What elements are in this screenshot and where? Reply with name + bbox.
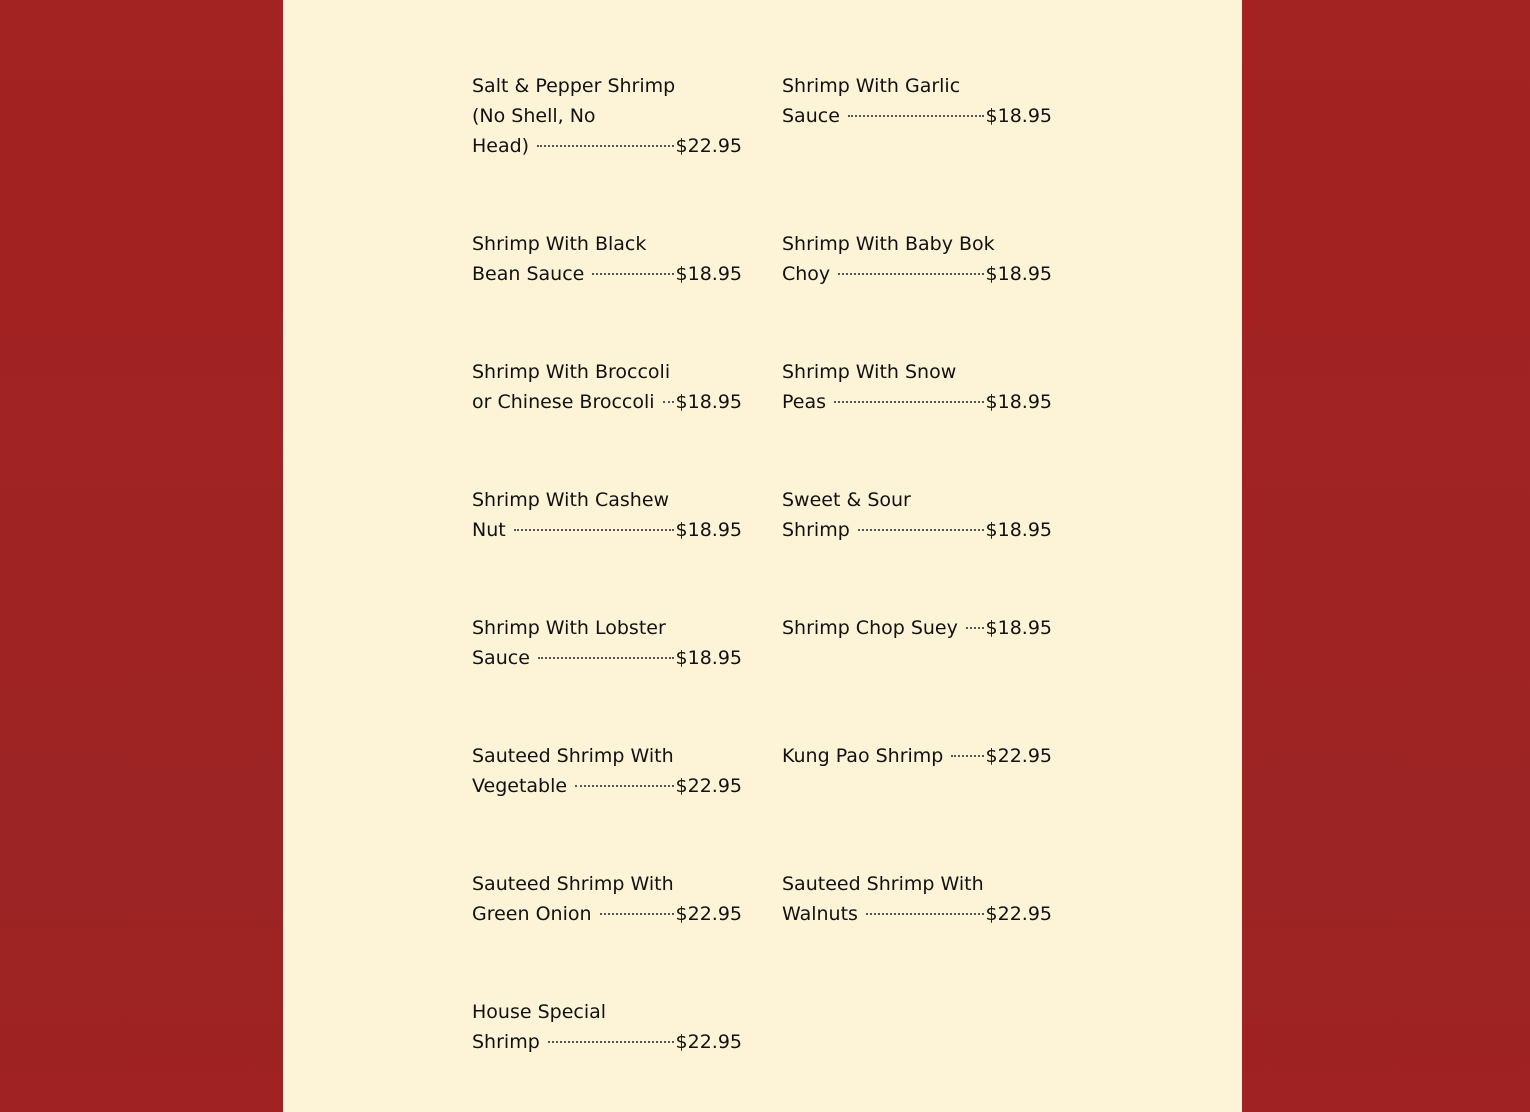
menu-item-sauteed-shrimp-walnuts xyxy=(782,869,1052,929)
dot-leader xyxy=(858,529,984,531)
menu-item-name-line: (No Shell, No xyxy=(472,105,596,127)
menu-item-name-line: Peas xyxy=(782,391,827,413)
menu-item-price: $18.95 xyxy=(985,391,1052,413)
menu-item-name-line: Shrimp With Broccoli xyxy=(472,361,671,383)
dot-leader xyxy=(848,115,984,117)
menu-item-price: $18.95 xyxy=(675,519,742,541)
menu-item-sauteed-shrimp-green-onion xyxy=(472,869,742,929)
menu-item-price: $18.95 xyxy=(985,105,1052,127)
menu-item-sweet-sour-shrimp xyxy=(782,485,1052,545)
menu-item-kung-pao-shrimp xyxy=(782,741,1052,771)
menu-item-name-line: Shrimp With Black xyxy=(472,233,647,255)
menu-item-name-line: Shrimp With Snow xyxy=(782,361,957,383)
menu-item-price: $18.95 xyxy=(985,617,1052,639)
menu-item-name-line: Green Onion xyxy=(472,903,592,925)
menu-item-price: $18.95 xyxy=(675,391,742,413)
dot-leader xyxy=(600,913,674,915)
menu-item-name-line: Sauce xyxy=(782,105,840,127)
menu-item-price: $18.95 xyxy=(985,519,1052,541)
menu-item-name-line: Vegetable xyxy=(472,775,568,797)
menu-item-name-line: Sauteed Shrimp With xyxy=(472,873,674,895)
dot-leader xyxy=(663,401,674,403)
menu-item-price: $22.95 xyxy=(675,1031,742,1053)
menu-item-price: $22.95 xyxy=(985,903,1052,925)
menu-item-house-special-shrimp xyxy=(472,997,742,1057)
menu-item-price: $18.95 xyxy=(675,647,742,669)
dot-leader xyxy=(538,657,674,659)
menu-item-name-line: Walnuts xyxy=(782,903,858,925)
menu-item-name-line: Sauce xyxy=(472,647,530,669)
menu-item-name-line: Salt & Pepper Shrimp xyxy=(472,75,676,97)
menu-item-name-line: Shrimp Chop Suey xyxy=(782,617,958,639)
menu-item-shrimp-baby-bok-choy xyxy=(782,229,1052,289)
dot-leader xyxy=(951,755,983,757)
menu-item-name-line: Shrimp xyxy=(782,519,850,541)
dot-leader xyxy=(514,529,674,531)
menu-item-name-line: or Chinese Broccoli xyxy=(472,391,655,413)
menu-item-salt-pepper-shrimp xyxy=(472,71,742,161)
menu-item-price: $22.95 xyxy=(985,745,1052,767)
menu-item-shrimp-cashew-nut xyxy=(472,485,742,545)
menu-item-sauteed-shrimp-vegetable xyxy=(472,741,742,801)
menu-item-price: $18.95 xyxy=(675,263,742,285)
dot-leader xyxy=(548,1041,674,1043)
menu-item-shrimp-chop-suey xyxy=(782,613,1052,643)
dot-leader xyxy=(537,145,673,147)
dot-leader xyxy=(866,913,984,915)
menu-item-name-line: Shrimp With Garlic xyxy=(782,75,961,97)
menu-item-name-line: Sauteed Shrimp With xyxy=(472,745,674,767)
menu-item-shrimp-garlic-sauce xyxy=(782,71,1052,131)
menu-item-name-line: Sauteed Shrimp With xyxy=(782,873,984,895)
menu-item-name-line: Sweet & Sour xyxy=(782,489,911,511)
menu-item-price: $22.95 xyxy=(675,775,742,797)
menu-item-price: $18.95 xyxy=(985,263,1052,285)
menu-item-name-line: Head) xyxy=(472,135,530,157)
menu-item-shrimp-lobster-sauce xyxy=(472,613,742,673)
background-right xyxy=(1242,0,1530,1112)
menu-item-name-line: Shrimp With Baby Bok xyxy=(782,233,995,255)
dot-leader xyxy=(838,273,983,275)
dot-leader xyxy=(834,401,984,403)
menu-item-name-line: Shrimp xyxy=(472,1031,540,1053)
menu-item-price: $22.95 xyxy=(675,903,742,925)
menu-item-shrimp-broccoli xyxy=(472,357,742,417)
menu-item-name-line: Choy xyxy=(782,263,831,285)
dot-leader xyxy=(575,785,673,787)
dot-leader xyxy=(966,627,984,629)
dot-leader xyxy=(592,273,673,275)
background-left xyxy=(0,0,283,1112)
menu-item-name-line: Shrimp With Lobster xyxy=(472,617,666,639)
menu-item-name-line: Kung Pao Shrimp xyxy=(782,745,944,767)
menu-item-name-line: Shrimp With Cashew xyxy=(472,489,670,511)
menu-item-shrimp-snow-peas xyxy=(782,357,1052,417)
menu-item-shrimp-black-bean xyxy=(472,229,742,289)
menu-item-price: $22.95 xyxy=(675,135,742,157)
menu-item-name-line: Nut xyxy=(472,519,506,541)
menu-item-name-line: House Special xyxy=(472,1001,607,1023)
menu-item-name-line: Bean Sauce xyxy=(472,263,585,285)
menu-panel xyxy=(283,0,1242,1112)
